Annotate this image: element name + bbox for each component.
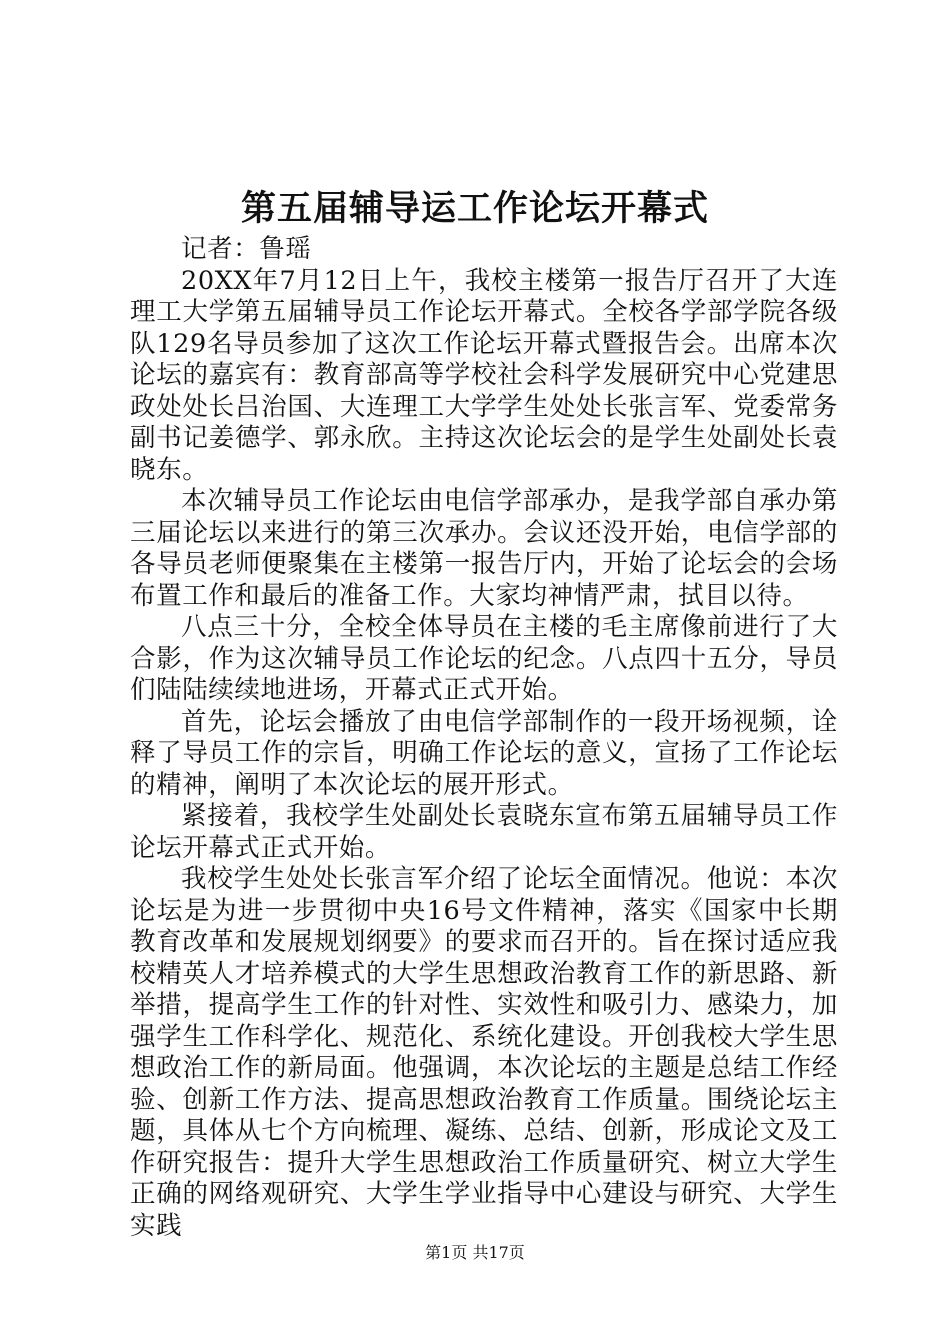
paragraph: 我校学生处处长张言军介绍了论坛全面情况。他说：本次论坛是为进一步贯彻中央16号文件精神，落实《国家中长期教育改革和发展规划纲要》的要求而召开的。旨在探讨适应我校精英人才培养模式的大学生思想政治教育工作的新思路、新举措，提高学生工作的针对性、实效性和吸引力、感染力，加强学生工作科学化、规范化、系统化建设。开创我校大学生思想政治工作的新局面。他强调，本次论坛的主题是总结工作经验、创新工作方法、提高思想政治教育工作质量。围绕论坛主题，具体从七个方向梳理、凝练、总结、创新，形成论文及工作研究报告：提升大学生思想政治工作质量研究、树立大学生正确的网络观研究、大学生学业指导中心建设与研究、大学生实践 bbox=[130, 864, 838, 1241]
document-title: 第五届辅导运工作论坛开幕式 bbox=[240, 188, 709, 229]
document-body bbox=[130, 234, 838, 1242]
paragraph: 首先，论坛会播放了由电信学部制作的一段开场视频，诠释了导员工作的宗旨，明确工作论坛的意义，宣扬了工作论坛的精神，阐明了本次论坛的展开形式。 bbox=[130, 706, 838, 800]
reporter-line: 记者：鲁瑶 bbox=[181, 234, 312, 264]
page-number-footer: 第1页 共17页 bbox=[425, 1243, 525, 1262]
paragraph: 20XX年7月12日上午，我校主楼第一报告厅召开了大连理工大学第五届辅导员工作论坛开幕式。全校各学部学院各级队129名导员参加了这次工作论坛开幕式暨报告会。出席本次论坛的嘉宾有：教育部高等学校社会科学发展研究中心党建思政处处长吕治国、大连理工大学学生处处长张言军、党委常务副书记姜德学、郭永欣。主持这次论坛会的是学生处副处长袁晓东。 bbox=[130, 265, 838, 485]
paragraph: 八点三十分，全校全体导员在主楼的毛主席像前进行了大合影，作为这次辅导员工作论坛的纪念。八点四十五分，导员们陆陆续续地进场，开幕式正式开始。 bbox=[130, 612, 838, 705]
paragraph: 紧接着，我校学生处副处长袁晓东宣布第五届辅导员工作论坛开幕式正式开始。 bbox=[130, 801, 838, 863]
paragraph: 本次辅导员工作论坛由电信学部承办，是我学部自承办第三届论坛以来进行的第三次承办。会议还没开始，电信学部的各导员老师便聚集在主楼第一报告厅内，开始了论坛会的会场布置工作和最后的准备工作。大家均神情严肃，拭目以待。 bbox=[130, 486, 838, 611]
